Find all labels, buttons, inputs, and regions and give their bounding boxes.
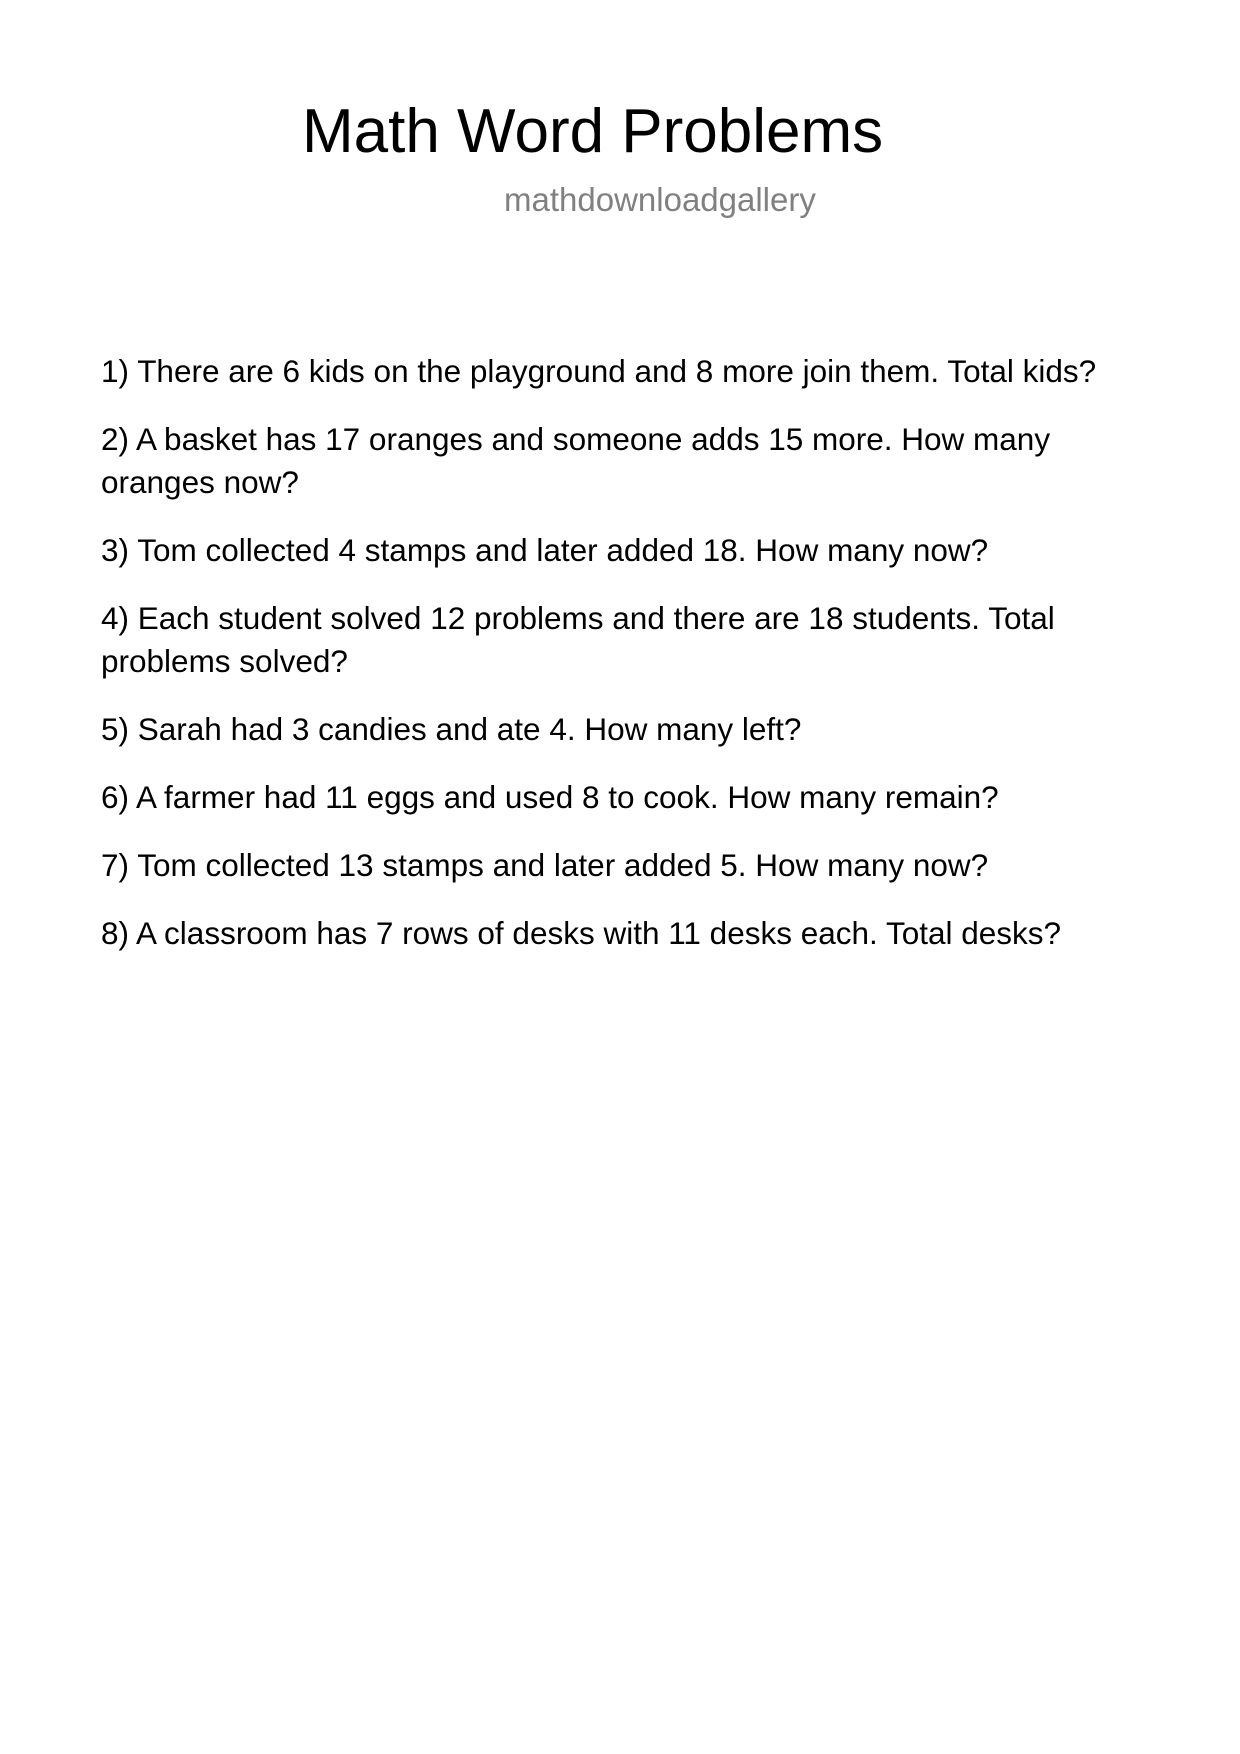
problem-item: 4) Each student solved 12 problems and there are 18 students. Total problems solved? [101,600,1055,679]
problem-item: 3) Tom collected 4 stamps and later added 18. How many now? [101,532,989,568]
source-subtitle: mathdownloadgallery [504,181,816,218]
problem-item: 6) A farmer had 11 eggs and used 8 to cook. How many remain? [101,779,999,815]
problem-item: 7) Tom collected 13 stamps and later added 5. How many now? [101,847,989,883]
problem-item: 1) There are 6 kids on the playground and 8 more join them. Total kids? [101,353,1097,389]
problem-item: 2) A basket has 17 oranges and someone adds 15 more. How many oranges now? [101,421,1051,500]
problem-item: 8) A classroom has 7 rows of desks with 11 desks each. Total desks? [101,915,1062,951]
page-title: Math Word Problems [302,97,884,166]
problem-list [101,350,1141,980]
problem-item: 5) Sarah had 3 candies and ate 4. How many left? [101,711,802,747]
